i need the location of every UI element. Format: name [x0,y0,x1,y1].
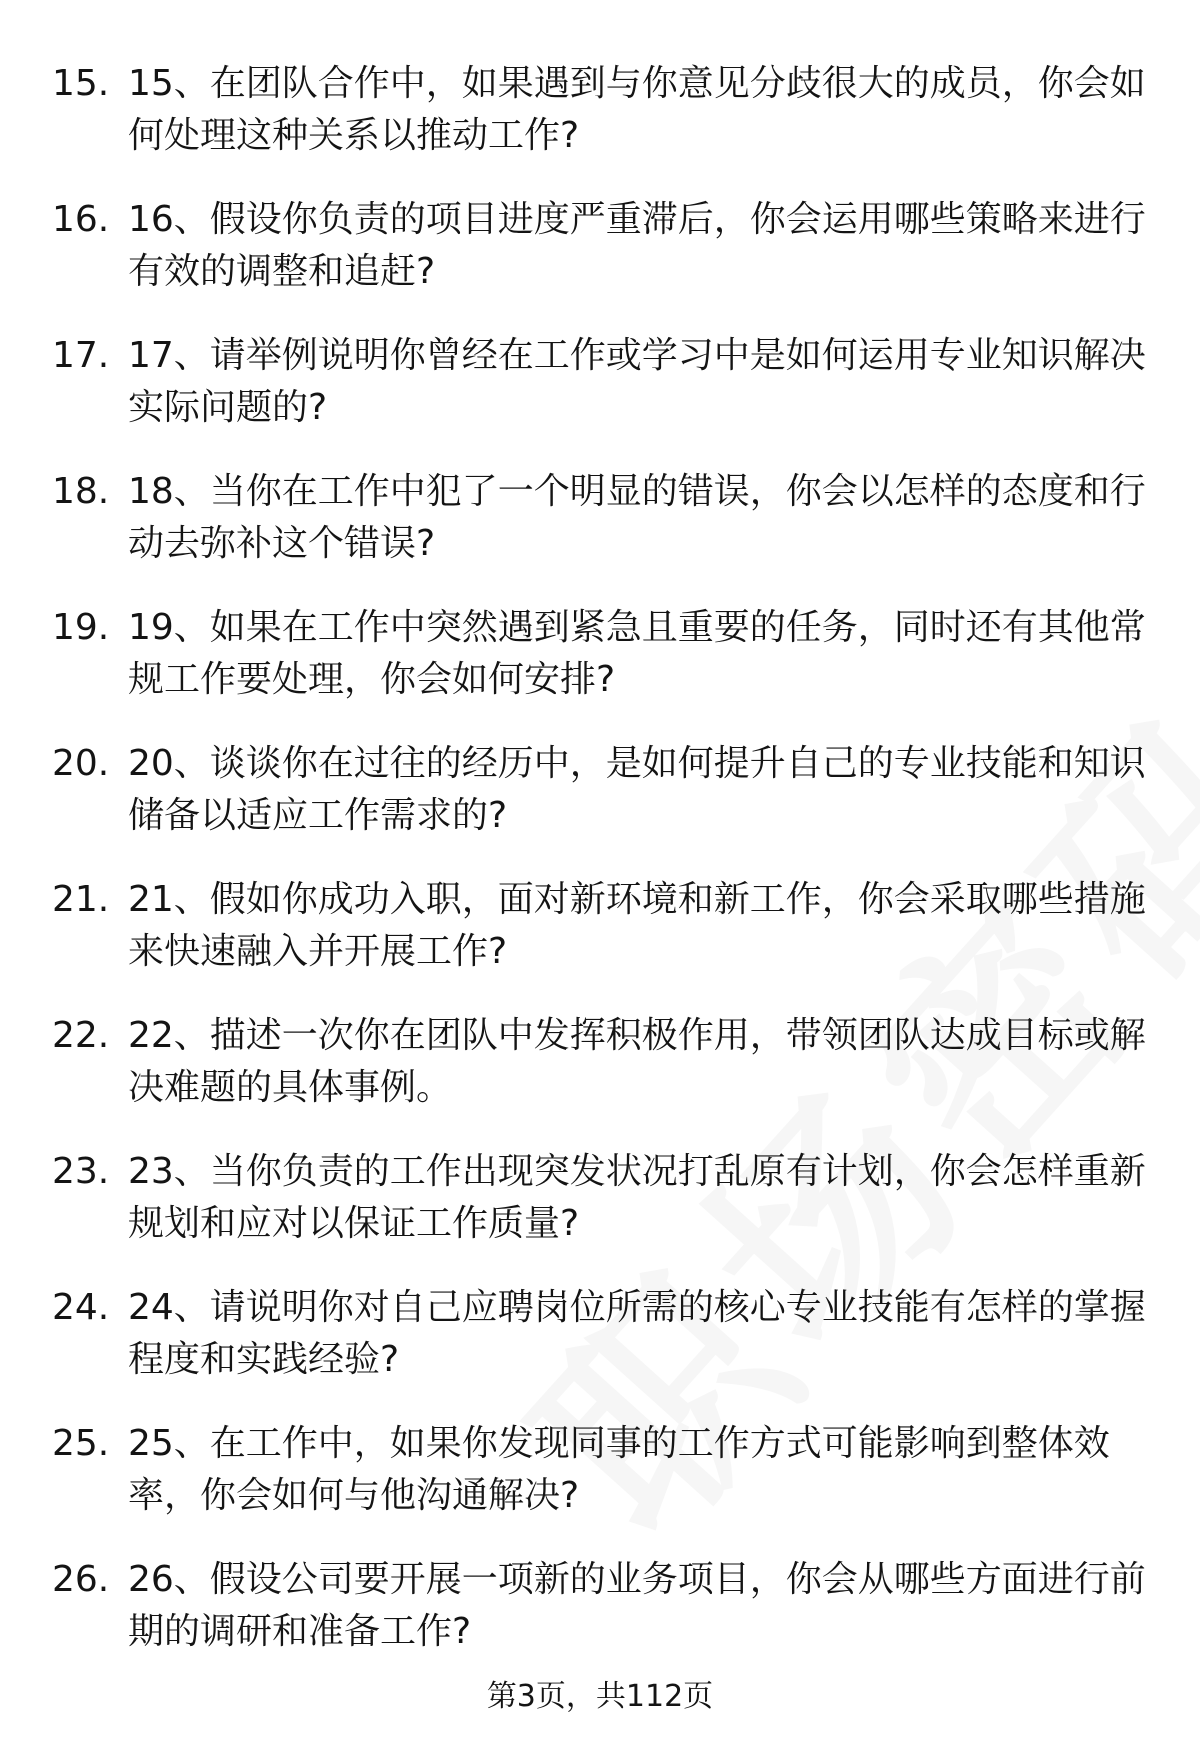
item-text: 24、请说明你对自己应聘岗位所需的核心专业技能有怎样的掌握程度和实践经验? [128,1287,1146,1380]
list-item [0,874,1200,1010]
item-text: 26、假设公司要开展一项新的业务项目，你会从哪些方面进行前期的调研和准备工作? [128,1559,1146,1652]
page-footer [0,1677,1200,1717]
item-text: 22、描述一次你在团队中发挥积极作用，带领团队达成目标或解决难题的具体事例。 [128,1015,1146,1108]
page-number-label: 第3页，共112页 [486,1679,714,1714]
item-number: 22. [52,1015,110,1056]
item-text: 17、请举例说明你曾经在工作或学习中是如何运用专业知识解决实际问题的? [128,335,1146,428]
item-number: 26. [52,1559,110,1600]
item-number: 17. [52,335,110,376]
item-text: 16、假设你负责的项目进度严重滞后，你会运用哪些策略来进行有效的调整和追赶? [128,199,1146,292]
item-number: 19. [52,607,110,648]
list-item [0,1418,1200,1554]
item-text: 21、假如你成功入职，面对新环境和新工作，你会采取哪些措施来快速融入并开展工作? [128,879,1146,972]
list-item [0,1146,1200,1282]
item-number: 16. [52,199,110,240]
list-item [0,194,1200,330]
question-list [0,58,1200,1690]
list-item [0,738,1200,874]
item-text: 23、当你负责的工作出现突发状况打乱原有计划，你会怎样重新规划和应对以保证工作质量? [128,1151,1146,1244]
item-text: 19、如果在工作中突然遇到紧急且重要的任务，同时还有其他常规工作要处理，你会如何安排? [128,607,1146,700]
item-number: 20. [52,743,110,784]
item-number: 15. [52,63,110,104]
item-number: 25. [52,1423,110,1464]
item-text: 20、谈谈你在过往的经历中，是如何提升自己的专业技能和知识储备以适应工作需求的? [128,743,1146,836]
item-text: 18、当你在工作中犯了一个明显的错误，你会以怎样的态度和行动去弥补这个错误? [128,471,1146,564]
list-item [0,1010,1200,1146]
list-item [0,602,1200,738]
list-item [0,1554,1200,1690]
list-item [0,58,1200,194]
item-number: 23. [52,1151,110,1192]
item-number: 24. [52,1287,110,1328]
list-item [0,330,1200,466]
list-item [0,466,1200,602]
item-number: 21. [52,879,110,920]
item-text: 25、在工作中，如果你发现同事的工作方式可能影响到整体效率，你会如何与他沟通解决? [128,1423,1110,1516]
item-number: 18. [52,471,110,512]
list-item [0,1282,1200,1418]
item-text: 15、在团队合作中，如果遇到与你意见分歧很大的成员，你会如何处理这种关系以推动工作? [128,63,1146,156]
